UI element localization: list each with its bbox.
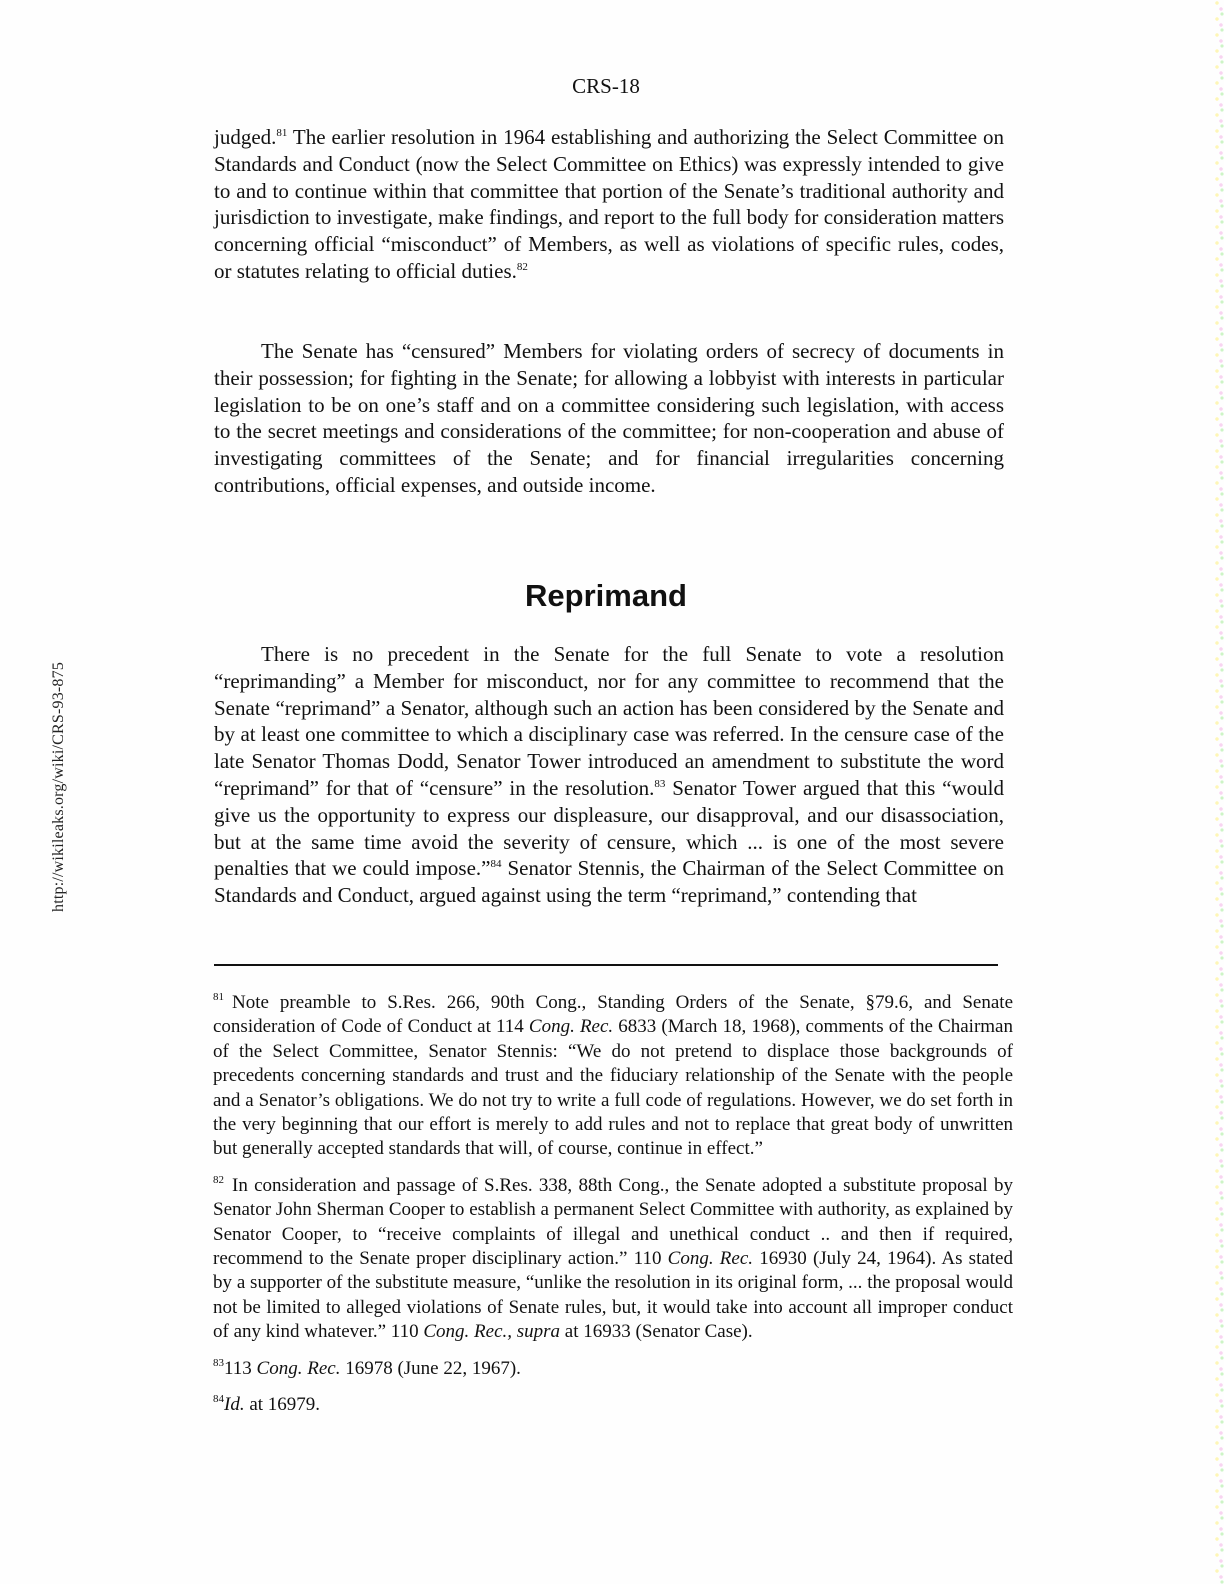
footnote-83: $^{83}$113 Cong. Rec. 16978 (June 22, 1967). — [213, 1356, 521, 1379]
footnote-ref-84: 84 — [490, 858, 502, 871]
footnote-number: 81 — [213, 991, 224, 1003]
italic-citation: Cong. Rec., supra — [423, 1321, 561, 1343]
italic-citation: Id. — [224, 1394, 245, 1416]
footnote-number: 83 — [213, 1356, 224, 1369]
footnote-81: $^{81}$ Note preamble to S.Res. 266, 90th Cong., Standing Orders of the Senate, §79.6, and Senate consideration of Code of Conduct at 114 Cong. Rec. 6833 (March 18, 1968), comments of the Chairman of the Select Committee, Senator Stennis: “We do not pretend to displace those backgrounds of precedents concerning standards and trust and the fiduciary relationship of the Senate with the people and a Senator’s obligations. We do not try to write a full code of regulations. However, we do set forth in the very beginning that our effort is merely to add rules and not to replace that great body of unwritten but generally accepted standards that will, of course, continue in effect.” — [213, 991, 1013, 1160]
footnote-number: 82 — [213, 1173, 224, 1186]
scan-edge-strip — [1214, 0, 1224, 1584]
italic-citation: Cong. Rec. — [528, 1016, 614, 1038]
side-url-watermark: http://wikileaks.org/wiki/CRS-93-875 — [50, 661, 67, 912]
paragraph-jurisdiction: judged.$^{81}$ The earlier resolution in 1964 establishing and authorizing the Select Committee on Standards and Conduct (now the Select Committee on Ethics) was expressly intended to give to and to continue within that committee that portion of the Senate’s traditional authority and jurisdiction to investigate, make findings, and report to the full body for consideration matters concerning official “misconduct” of Members, as well as violations of specific rules, codes, or statutes relating to official duties.$^{82}$ — [214, 125, 1004, 283]
paragraph-censure: The Senate has “censured” Members for violating orders of secrecy of documents in their possession; for fighting in the Senate; for allowing a lobbyist with interests in particular legislation to be on one’s staff and on a committee considering such legislation, with access to the secret meetings and considerations of the committee; for non-cooperation and abuse of investigating committees of the Senate; and for financial irregularities concerning contributions, official expenses, and outside income. — [214, 339, 1004, 497]
footnote-ref-83: 83 — [654, 777, 666, 790]
footnote-ref-82: 82 — [516, 260, 528, 273]
footnote-divider — [214, 964, 998, 966]
page-header: CRS-18 — [572, 74, 640, 98]
footnote-ref-81: 81 — [276, 127, 288, 139]
italic-citation: Cong. Rec. — [256, 1357, 341, 1379]
footnote-84: $^{84}$Id. at 16979. — [213, 1393, 321, 1416]
section-heading-reprimand: Reprimand — [525, 578, 687, 613]
body-reprimand — [214, 641, 1004, 909]
footnote-number: 84 — [213, 1393, 224, 1406]
footnotes — [213, 991, 1013, 1430]
body-top — [214, 124, 1004, 285]
italic-citation: Cong. Rec. — [667, 1248, 754, 1270]
footnote-82: $^{82}$ In consideration and passage of S.Res. 338, 88th Cong., the Senate adopted a substitute proposal by Senator John Sherman Cooper to establish a permanent Select Committee with authority, as explained by Senator Cooper, to “receive complaints of illegal and unethical conduct .. and then if required, recommend to the Senate proper disciplinary action.” 110 Cong. Rec. 16930 (July 24, 1964). As stated by a supporter of the substitute measure, “unlike the resolution in its original form, ... the proposal would not be limited to alleged violations of Senate rules, but, it would take into account all improper conduct of any kind whatever.” 110 Cong. Rec., supra at 16933 (Senator Case). — [213, 1173, 1013, 1343]
paragraph-reprimand: There is no precedent in the Senate for the full Senate to vote a resolution “reprimanding” a Member for misconduct, nor for any committee to recommend that the Senate “reprimand” a Senator, although such an action has been considered by the Senate and by at least one committee to which a disciplinary case was referred. In the censure case of the late Senator Thomas Dodd, Senator Tower introduced an amendment to substitute the word “reprimand” for that of “censure” in the resolution.$^{83}$ Senator Tower argued that this “would give us the opportunity to express our displeasure, our disapproval, and our disassociation, but at the same time avoid the severity of censure, which ... is one of the most severe penalties that we could impose.”$^{84}$ Senator Stennis, the Chairman of the Select Committee on Standards and Conduct, argued against using the term “reprimand,” contending that — [214, 642, 1004, 908]
body-censure — [214, 338, 1004, 499]
